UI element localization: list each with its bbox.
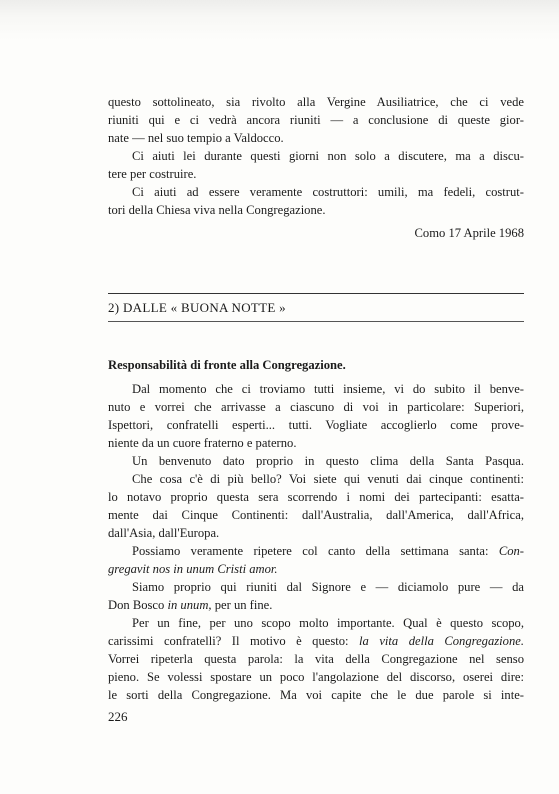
- text-line: [108, 632, 524, 650]
- text-line: mente dai Cinque Continenti: dall'Australia, dall'America, dall'Africa,: [108, 508, 524, 522]
- text-line: Ci aiuti ad essere veramente costruttori: umili, ma fedeli, costrut-: [132, 185, 524, 199]
- text-span: Don Bosco: [108, 598, 168, 612]
- text-line: tere per costruire.: [108, 167, 197, 181]
- scan-shadow: [0, 0, 559, 40]
- text-line: Un benvenuto dato proprio in questo clima della Santa Pasqua.: [132, 454, 524, 468]
- latin-quote: gregavit nos in unum Cristi amor.: [108, 562, 278, 576]
- text-line: nuto e vorrei che arrivasse a ciascuno di voi in particolare: Superiori,: [108, 400, 524, 414]
- text-line: Che cosa c'è di più bello? Voi siete qui venuti dai cinque continenti:: [132, 472, 524, 486]
- text-line: questo sottolineato, sia rivolto alla Vergine Ausiliatrice, che ci vede: [108, 95, 524, 109]
- text-line: dall'Asia, dall'Europa.: [108, 526, 220, 540]
- text-line: nate — nel suo tempio a Valdocco.: [108, 131, 284, 145]
- text-line: le sorti della Congregazione. Ma voi capite che le due parole si inte-: [108, 688, 524, 702]
- text-span: per un fine.: [211, 598, 273, 612]
- text-line: riuniti qui e ci vedrà ancora riuniti — a conclusione di queste gior-: [108, 113, 524, 127]
- signature-date: Como 17 Aprile 1968: [414, 226, 524, 240]
- text-line: Ci aiuti lei durante questi giorni non solo a discutere, ma a discu-: [132, 149, 524, 163]
- latin-quote: Con-: [498, 544, 524, 558]
- text-span: carissimi confratelli? Il motivo è questo:: [108, 634, 360, 648]
- section-rule-top: [108, 293, 524, 294]
- text-line: [108, 560, 524, 578]
- text-line: Per un fine, per uno scopo molto importante. Qual è questo scopo,: [132, 616, 524, 630]
- emphasis: la vita della Congregazione.: [359, 634, 524, 648]
- text-line: [132, 542, 524, 560]
- section-rule-bottom: [108, 321, 524, 322]
- section-heading: 2) DALLE « BUONA NOTTE »: [108, 300, 286, 315]
- text-line: tori della Chiesa viva nella Congregazione.: [108, 203, 326, 217]
- subheading: Responsabilità di fronte alla Congregazione.: [108, 358, 346, 372]
- page-number: 226: [108, 709, 128, 724]
- text-line: Vorrei ripeterla questa parola: la vita della Congregazione nel senso: [108, 652, 524, 666]
- text-line: Ispettori, confratelli esperti... tutti. Vogliate accoglierlo come prove-: [108, 418, 524, 432]
- text-span: Possiamo veramente ripetere col canto della settimana santa:: [132, 544, 499, 558]
- text-line: [108, 596, 524, 614]
- text-line: niente da un cuore fraterno e paterno.: [108, 436, 297, 450]
- text-line: Siamo proprio qui riuniti dal Signore e — diciamolo pure — da: [132, 580, 524, 594]
- text-line: lo notavo proprio questa sera scorrendo i nomi dei partecipanti: esatta-: [108, 490, 524, 504]
- text-line: pieno. Se volessi spostare un poco l'angolazione del discorso, oserei dire:: [108, 670, 524, 684]
- text-line: Dal momento che ci troviamo tutti insieme, vi do subito il benve-: [132, 382, 524, 396]
- latin-quote: in unum,: [167, 598, 212, 612]
